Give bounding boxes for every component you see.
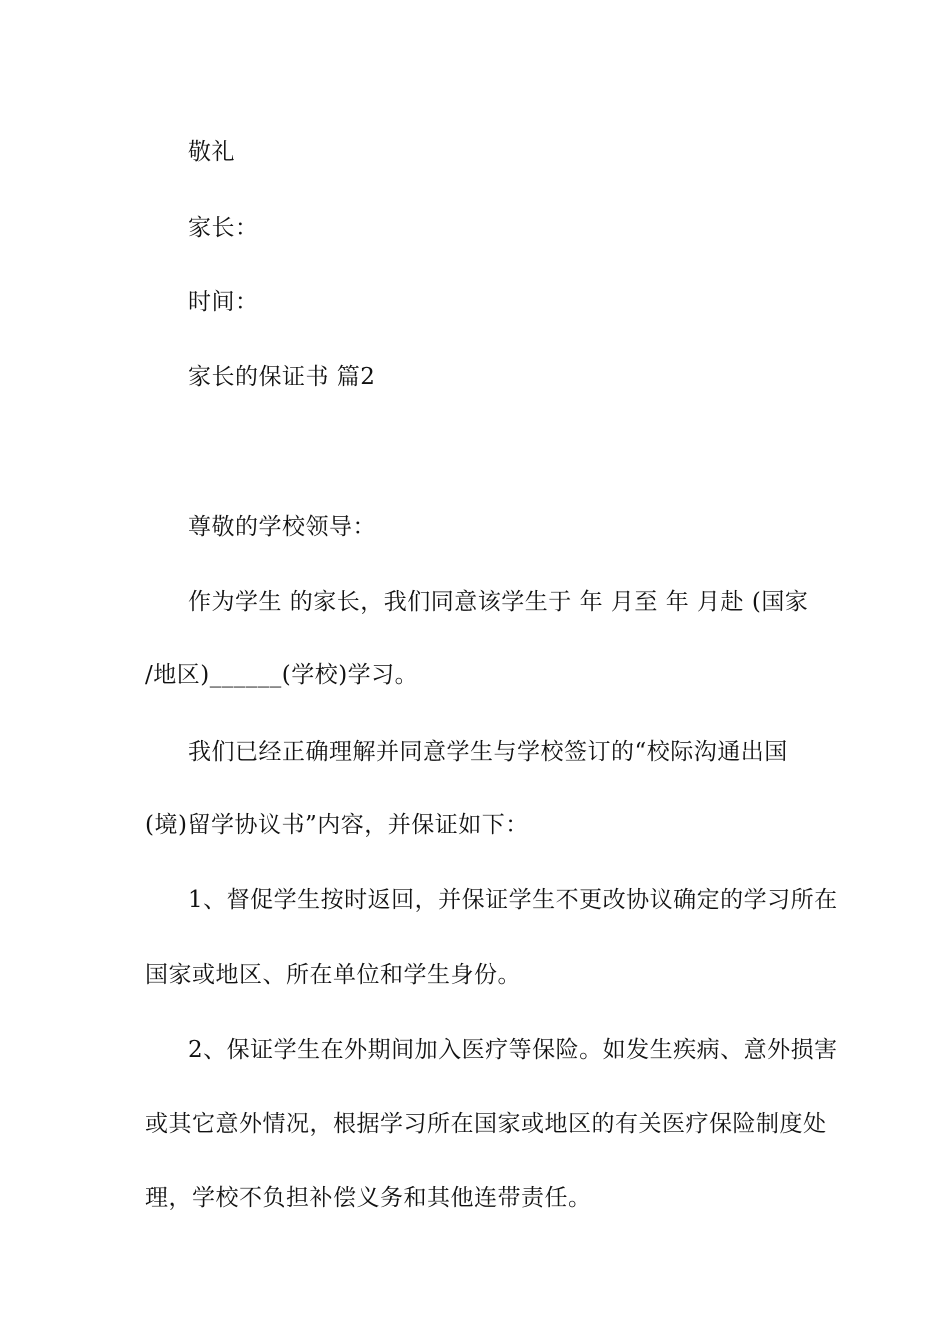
section-title: 家长的保证书 篇2 xyxy=(188,364,376,390)
list-item-line: 1、督促学生按时返回，并保证学生不更改协议确定的学习所在 xyxy=(188,887,838,913)
time-label: 时间： xyxy=(188,289,259,315)
paragraph-line: /地区)______(学校)学习。 xyxy=(145,662,419,688)
list-item-line: 国家或地区、所在单位和学生身份。 xyxy=(145,962,521,988)
salutation: 尊敬的学校领导： xyxy=(188,514,376,540)
paragraph-line: 我们已经正确理解并同意学生与学校签订的“校际沟通出国 xyxy=(188,739,788,765)
list-item-line: 或其它意外情况，根据学习所在国家或地区的有关医疗保险制度处 xyxy=(145,1111,827,1137)
paragraph-line: 作为学生 的家长，我们同意该学生于 年 月至 年 月赴 (国家 xyxy=(188,589,809,615)
list-item-line: 2、保证学生在外期间加入医疗等保险。如发生疾病、意外损害 xyxy=(188,1037,838,1063)
list-item-line: 理，学校不负担补偿义务和其他连带责任。 xyxy=(145,1185,592,1211)
paragraph-line: (境)留学协议书”内容，并保证如下： xyxy=(145,812,529,838)
closing-text: 敬礼 xyxy=(188,139,235,165)
parent-label: 家长： xyxy=(188,215,259,241)
